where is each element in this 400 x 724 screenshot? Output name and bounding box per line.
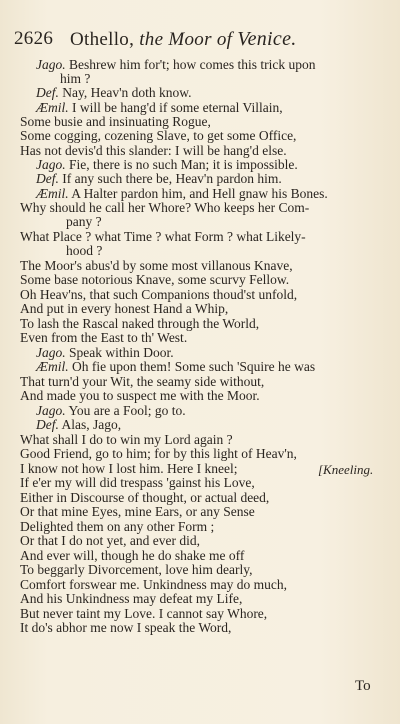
text-line xyxy=(36,418,121,432)
text-line xyxy=(20,534,200,548)
line-text: Delighted them on any other Form ; xyxy=(20,519,215,534)
text-line xyxy=(20,259,293,273)
line-text: Good Friend, go to him; for by this light of Heav'n, xyxy=(20,446,297,461)
line-text: You are a Fool; go to. xyxy=(65,403,186,418)
line-text: What shall I do to win my Lord again ? xyxy=(20,432,233,447)
title-part-2: the Moor of xyxy=(139,29,233,50)
line-text: Alas, Jago, xyxy=(58,417,122,432)
text-line xyxy=(20,491,269,505)
speaker-name: Æmil. xyxy=(36,186,69,201)
line-text: Some cogging, cozening Slave, to get some Office, xyxy=(20,128,297,143)
line-text: hood ? xyxy=(66,243,103,258)
text-line xyxy=(20,288,297,302)
line-text: Some base notorious Knave, some scurvy Fellow. xyxy=(20,272,290,287)
text-line xyxy=(20,578,287,592)
line-text: Or that mine Eyes, mine Ears, or any Sense xyxy=(20,504,255,519)
text-line xyxy=(20,317,259,331)
text-line xyxy=(20,462,237,476)
text-line xyxy=(36,404,186,418)
line-text: Beshrew him for't; how comes this trick upon xyxy=(65,57,316,72)
text-line xyxy=(66,215,102,229)
line-text: Or that I do not yet, and ever did, xyxy=(20,533,200,548)
line-text: If e'er my will did trespass 'gainst his Love, xyxy=(20,475,255,490)
text-line xyxy=(60,72,90,86)
text-line xyxy=(36,346,174,360)
text-line xyxy=(20,273,289,287)
line-text: I will be hang'd if some eternal Villain, xyxy=(68,100,283,115)
text-line xyxy=(36,187,328,201)
line-text: That turn'd your Wit, the seamy side without, xyxy=(20,374,265,389)
speaker-name: Jago. xyxy=(36,403,66,418)
text-line xyxy=(20,302,228,316)
speaker-name: Æmil. xyxy=(36,100,69,115)
line-text: If any such there be, Heav'n pardon him. xyxy=(58,171,282,186)
speaker-name: Jago. xyxy=(36,157,66,172)
text-line xyxy=(20,201,309,215)
text-line xyxy=(66,244,102,258)
line-text: Oh Heav'ns, that such Companions thoud'st unfold, xyxy=(20,287,298,302)
text-line xyxy=(20,389,260,403)
text-line xyxy=(36,360,315,374)
line-text: Some busie and insinuating Rogue, xyxy=(20,114,211,129)
text-line xyxy=(36,158,298,172)
line-text: It do's abhor me now I speak the Word, xyxy=(20,620,232,635)
line-text: Comfort forswear me. Unkindness may do much, xyxy=(20,577,287,592)
text-line xyxy=(20,520,214,534)
text-line xyxy=(36,58,316,72)
running-title xyxy=(70,28,297,51)
text-line xyxy=(20,549,244,563)
title-part-3: Venice. xyxy=(237,28,297,50)
speaker-name: Def. xyxy=(36,85,59,100)
line-text: And his Unkindness may defeat my Life, xyxy=(20,591,243,606)
speaker-name: Jago. xyxy=(36,345,66,360)
text-line xyxy=(20,607,267,621)
text-line xyxy=(20,144,287,158)
line-text: A Halter pardon him, and Hell gnaw his Bones. xyxy=(68,186,328,201)
text-line xyxy=(20,621,231,635)
text-line xyxy=(20,563,252,577)
speaker-name: Jago. xyxy=(36,57,66,72)
running-header xyxy=(14,28,326,54)
catchword: To xyxy=(355,678,371,694)
line-text: And put in every honest Hand a Whip, xyxy=(20,301,229,316)
title-part-1: Othello, xyxy=(70,29,135,50)
line-text: And made you to suspect me with the Moor. xyxy=(20,388,260,403)
line-text: him ? xyxy=(60,71,91,86)
line-text: To beggarly Divorcement, love him dearly, xyxy=(20,562,253,577)
text-line xyxy=(20,505,255,519)
text-line xyxy=(36,101,283,115)
line-text: Either in Discourse of thought, or actual deed, xyxy=(20,490,270,505)
text-line xyxy=(20,129,296,143)
speaker-name: Def. xyxy=(36,417,59,432)
line-text: I know not how I lost him. Here I kneel; xyxy=(20,461,238,476)
line-text: Has not devis'd this slander: I will be hang'd else. xyxy=(20,143,287,158)
line-text: Fie, there is no such Man; it is impossible. xyxy=(65,157,298,172)
line-text: To lash the Rascal naked through the World, xyxy=(20,316,260,331)
line-text: pany ? xyxy=(66,214,102,229)
line-text: Why should he call her Whore? Who keeps her Com- xyxy=(20,200,310,215)
text-line xyxy=(20,433,233,447)
speaker-name: Def. xyxy=(36,171,59,186)
text-line xyxy=(20,476,255,490)
line-text: Speak within Door. xyxy=(65,345,174,360)
text-line xyxy=(20,331,187,345)
line-text: But never taint my Love. I cannot say Whore, xyxy=(20,606,268,621)
stage-direction: [Kneeling. xyxy=(318,462,374,477)
text-line xyxy=(36,86,192,100)
text-line xyxy=(20,115,211,129)
text-line xyxy=(20,230,306,244)
speaker-name: Æmil. xyxy=(36,359,69,374)
text-line xyxy=(20,592,242,606)
line-text: And ever will, though he do shake me off xyxy=(20,548,245,563)
text-line xyxy=(20,447,297,461)
line-text: The Moor's abus'd by some most villanous Knave, xyxy=(20,258,293,273)
page-number: 2626 xyxy=(14,28,54,49)
line-text: What Place ? what Time ? what Form ? what Likely- xyxy=(20,229,306,244)
text-line xyxy=(36,172,282,186)
line-text: Even from the East to th' West. xyxy=(20,330,188,345)
text-line xyxy=(20,375,264,389)
line-text: Oh fie upon them! Some such 'Squire he was xyxy=(68,359,316,374)
line-text: Nay, Heav'n doth know. xyxy=(58,85,192,100)
